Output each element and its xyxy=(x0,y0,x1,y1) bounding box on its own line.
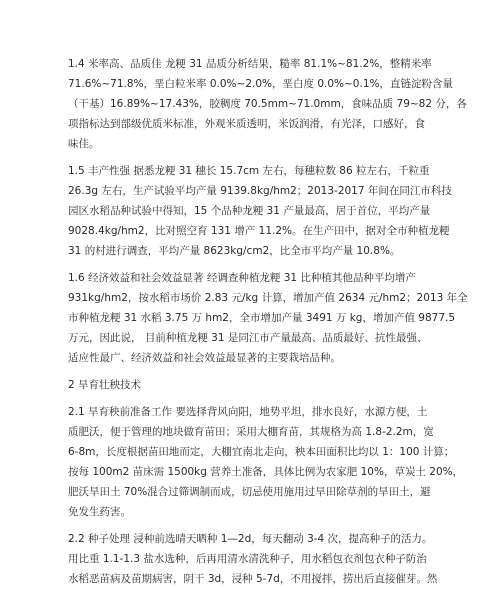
paragraph-2-1 xyxy=(68,402,476,522)
paragraph-1-4 xyxy=(68,54,476,154)
text-line: 适应性最广、经济效益和社会效益最显著的主要栽培品种。 xyxy=(68,352,341,364)
text-line: 园区水稻品种试验中得知，15 个品种龙粳 31 产量最高，居于首位，平均产量 xyxy=(68,205,431,217)
heading-line: 2 旱育壮秧技术 xyxy=(68,379,142,391)
text-line: 71.6%~71.8%，垩白粒米率 0.0%~2.0%，垩白度 0.0%~0.1%，直链淀粉含量 xyxy=(68,78,453,90)
text-line: 质肥沃，便于管理的地块做育苗田；采用大棚育苗，其规格为高 1.8-2.2m，宽 xyxy=(68,426,434,438)
text-line: 1.6 经济效益和社会效益显著 经调查种植龙粳 31 比种植其他品种平均增产 xyxy=(68,272,416,284)
section-heading-2 xyxy=(68,375,476,395)
text-line: 6-8m，长度根据苗田地而定，大棚宜南北走向，秧本田面积比均以 1：100 计算； xyxy=(68,446,455,458)
text-line: （干基）16.89%~17.43%，胶稠度 70.5mm~71.0mm，食味品质 79~82 分，各 xyxy=(68,98,467,110)
text-line: 水稻恶苗病及苗期病害，阴干 3d，浸种 5-7d，不用搅拌，捞出后直接催芽。然 xyxy=(68,573,438,585)
text-line: 1.4 米率高、品质佳 龙粳 31 品质分析结果，糙率 81.1%~81.2%，整精米率 xyxy=(68,58,432,70)
text-line: 931kg/hm2，按水稻市场价 2.83 元/kg 计算，增加产值 2634 元/hm2；2013 年全 xyxy=(68,292,468,304)
text-line: 2.1 旱育秧前准备工作 要选择背风向阳，地势平坦，排水良好，水源方便，土 xyxy=(68,406,428,418)
text-line: 1.5 丰产性强 据悉龙粳 31 穗长 15.7cm 左右，每穗粒数 86 粒左右，千粒重 xyxy=(68,165,430,177)
text-line: 味佳。 xyxy=(68,138,100,150)
paragraph-1-5 xyxy=(68,161,476,261)
paragraph-1-6 xyxy=(68,268,476,368)
text-line: 26.3g 左右，生产试验平均产量 9139.8kg/hm2；2013-2017 年间在同江市科技 xyxy=(68,185,452,197)
text-line: 肥沃旱田土 70%混合过筛调制而成，切忌使用施用过旱田除草剂的旱田土，避 xyxy=(68,486,431,498)
text-line: 用比重 1.1-1.3 盐水选种，后再用清水清洗种子，用水稻包衣剂包衣种子防治 xyxy=(68,553,427,565)
text-line: 万元，因此说， 目前种植龙粳 31 是同江市产量最高、品质最好、抗性最强、 xyxy=(68,332,428,344)
paragraph-2-2 xyxy=(68,529,476,589)
text-line: 免发生药害。 xyxy=(68,506,131,518)
text-line: 项指标达到部级优质米标准，外观米质透明，米饭润滑，有光泽，口感好，食 xyxy=(68,118,425,130)
text-line: 按每 100m2 苗床需 1500kg 营养土准备，具体比例为农家肥 10%，草炭土 20%， xyxy=(68,466,464,478)
text-line: 31 的村进行调查，平均产量 8623kg/cm2，比全市平均产量 10.8%。 xyxy=(68,245,401,257)
text-line: 市种植龙粳 31 水稻 3.75 万 hm2，全市增加产量 3491 万 kg，增加产值 9877.5 xyxy=(68,312,456,324)
text-line: 2.2 种子处理 浸种前选晴天晒种 1—2d，每天翻动 3-4 次，提高种子的活力。 xyxy=(68,533,433,545)
text-line: 9028.4kg/hm2，比对照空育 131 增产 11.2%。在生产田中，据对全市种植龙粳 xyxy=(68,225,450,237)
